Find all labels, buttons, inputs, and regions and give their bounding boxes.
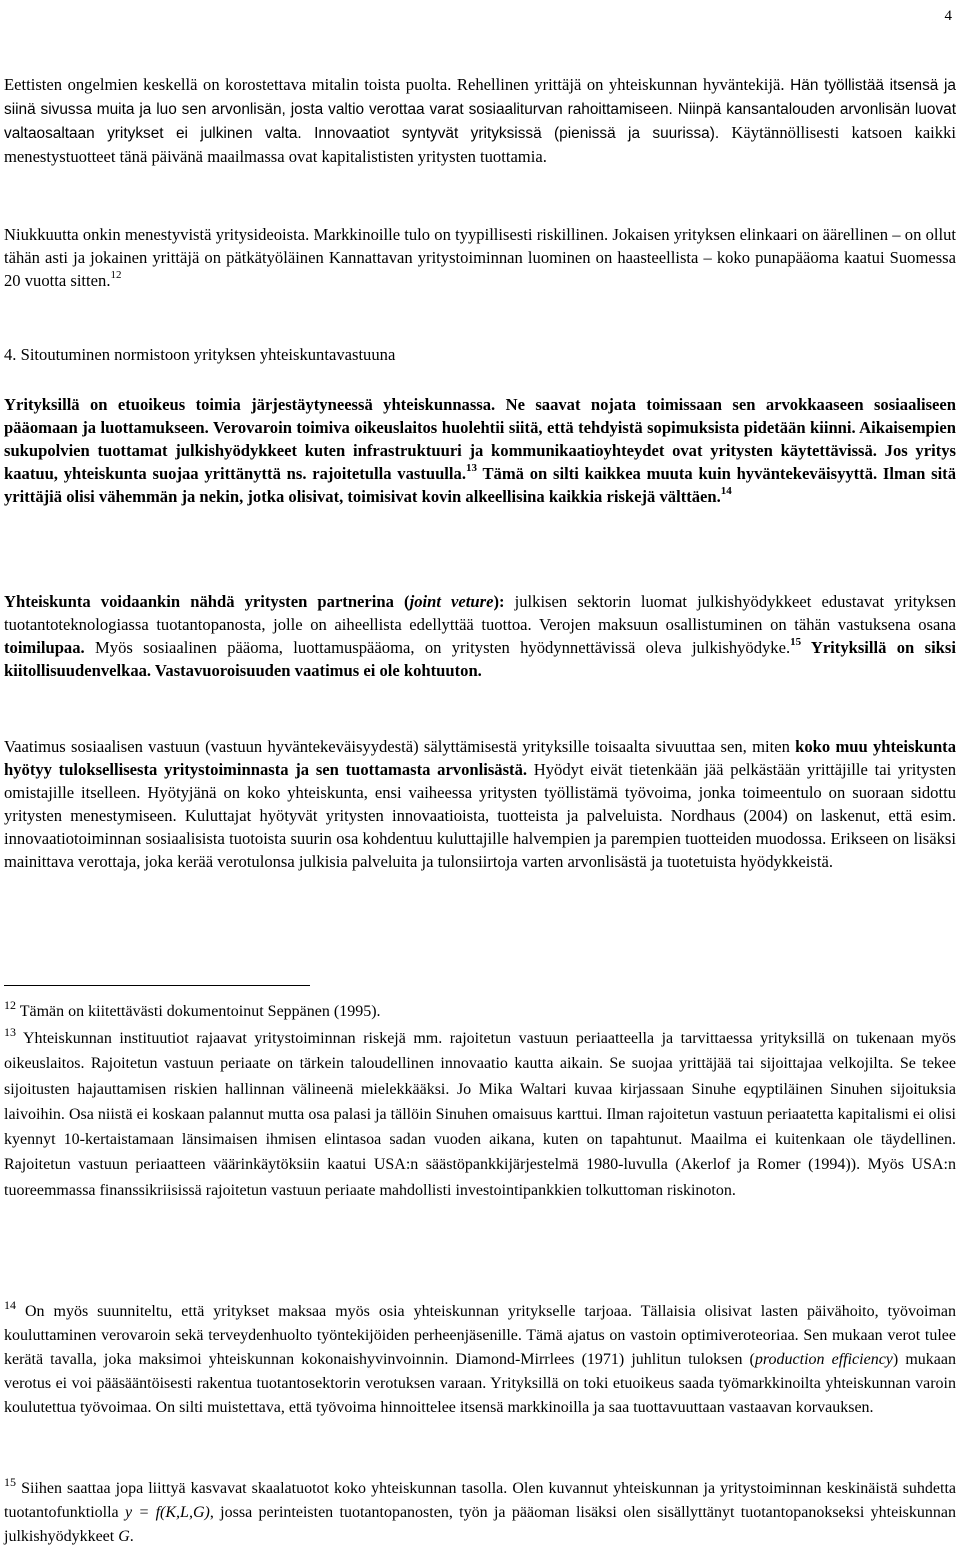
footnote-15-formula: y = f(K,L,G) — [125, 1504, 210, 1521]
paragraph-4-italic: joint veture — [409, 592, 494, 611]
footnote-12-number: 12 — [4, 997, 16, 1012]
paragraph-5-text-1: Vaatimus sosiaalisen vastuun (vastuun hyväntekeväisyydestä) sälyttämisestä yrityksille toisaalta sivuuttaa sen, miten — [4, 737, 796, 756]
paragraph-4-bold-4: Yrityksillä on siksi kiitollisuudenvelkaa. Vastavuoroisuuden vaatimus ei ole kohtuuton. — [4, 638, 956, 680]
section-heading — [4, 343, 956, 367]
paragraph-5-bold: koko muu yhteiskunta hyötyy tuloksellisesta yritystoiminnasta ja sen tuottamasta arvonlisästä. — [4, 737, 956, 779]
footnote-12 — [4, 997, 956, 1024]
footnote-15 — [4, 1474, 957, 1549]
footnote-separator — [4, 985, 310, 986]
footnote-15-text-1: Siihen saattaa jopa liittyä kasvavat skaalatuotot koko yhteiskunnan tasolla. Olen kuvannut yhteiskunnan ja yritystoiminnan keskinäistä suhdetta tuotantofunktiolla — [4, 1480, 957, 1521]
footnote-15-text-3: . — [129, 1528, 134, 1545]
footnote-13-text: Yhteiskunnan instituutiot rajaavat yritystoiminnan riskejä mm. rajoitetun vastuun periaatteella ja tarvittaessa yrityksillä on tukenaan myös oikeuslaitos. Rajoitetun vastuun periaate on tärkein taloudellinen innovaatio kautta aikain. Se suojaa yrittäjää tai sijoittajaa velkojilta. Se tekee sijoitusten hajauttamisen riskien hallinnan välineenä mielekkääksi. Jo Mika Waltari kuvaa kirjassaan Sinuhe eqyptiläinen Sinuhen sijoituksia laivoihin. Osa niistä ei koskaan palannut mutta osa palasi ja tällöin Sinuhen omaisuus karttui. Ilman rajoitetun vastuun periaatetta kapitalismi ei olisi kyennyt 10-kertaistamaan länsimaisen ihmisen elintasoa sadan vuoden aikana, kuten on tapahtunut. Maailma ei kuitenkaan ole täydellinen. Rajoitetun vastuun periaatteen väärinkäytöksiin kaatui USA:n säästöpankkijärjestelmä 1980-luvulla (Akerlof ja Romer (1994)). Myös USA:n tuoreemmassa finanssikriisissä rajoitetun vastuun periaate mahdollisti investointipankkien tolkuttoman riskinoton. — [4, 1030, 957, 1199]
footnote-ref-15[interactable]: 15 — [790, 636, 802, 649]
footnote-15-g: G — [118, 1528, 130, 1545]
footnote-14-text-1: On myös suunniteltu, että yritykset maksaa myös osia yhteiskunnan yritykselle tarjoaa. Tällaisia olisivat lasten päivähoito, työvoiman kouluttaminen verovaroin sekä terveydenhuolto työntekijöiden perheenjäsenille. Tämä ajatus on vastoin optimiveroteoriaa. Sen mukaan verot tulee kerätä tavalla, joka maksimoi yhteiskunnan kokonaishyvinvoinnin. Diamond-Mirrlees (1971) juhlitun tuloksen ( — [4, 1303, 957, 1368]
paragraph-4-text-1: julkisen sektorin luomat julkishyödykkeet edustavat yrityksen tuotantoteknologiassa tuotantopanosta, jolle on aiheellista edellyttää tuottoa. Verojen maksuun osallistuminen on tähän vastuksena osana — [4, 592, 957, 634]
footnote-12-text: Tämän on kiitettävästi dokumentoinut Seppänen (1995). — [19, 1003, 381, 1020]
footnote-14-italic: production efficiency — [754, 1351, 893, 1368]
paragraph-4-bold-2: ): — [493, 592, 505, 611]
paragraph-4 — [4, 590, 956, 682]
paragraph-5 — [4, 735, 956, 873]
footnote-ref-12[interactable]: 12 — [110, 269, 122, 282]
footnote-13-number: 13 — [4, 1024, 16, 1039]
page-number: 4 — [944, 8, 952, 24]
paragraph-3-text-b: Tämä on silti kaikkea muuta kuin hyväntekeväisyyttä. Ilman sitä yrittäjiä olisi vähemmän ja nekin, jotka olisivat, toimisivat kovin alkeellisina kaikkia riskejä välttäen. — [4, 464, 957, 506]
section-heading-text: 4. Sitoutuminen normistoon yrityksen yhteiskuntavastuuna — [4, 345, 396, 364]
paragraph-2 — [4, 223, 956, 292]
paragraph-5-text-2: Hyödyt eivät tietenkään jää pelkästään yrittäjille tai yritysten omistajille itselleen. Hyötyjänä on koko yhteiskunta, ensi vaiheessa yritysten työllistämä työvoima, jonka toimeentulo on suoraan sidottu yritysten menestymiseen. Kuluttajat hyötyvät yritysten innovaatioista, tuotteista ja palveluista. Nordhaus (2004) on laskenut, että esim. innovaatiotoiminnan sosiaalisista tuotoista suurin osa kohdentuu kuluttajille halvempien ja parempien tuotteiden muodossa. Erikseen on lisäksi mainittava verottaja, joka kerää verotulonsa julkisia palveluita ja tulonsiirtoja varten arvonlisästä ja tuotetuista hyödykkeistä. — [4, 760, 956, 871]
footnote-ref-13[interactable]: 13 — [465, 462, 477, 475]
paragraph-1 — [4, 73, 956, 168]
footnote-15-number: 15 — [4, 1474, 16, 1489]
paragraph-4-text-2: Myös sosiaalinen pääoma, luottamuspääoma, on yritysten hyödynnettävissä oleva julkishyödyke. — [84, 638, 791, 657]
footnote-15-text-2: , jossa perinteisten tuotantopanosten, työn ja pääoman lisäksi olen sisällyttänyt tuotantopanokseksi yhteiskunnan julkishyödykkeet — [4, 1504, 956, 1545]
footnote-ref-14[interactable]: 14 — [720, 485, 732, 498]
paragraph-3 — [4, 393, 956, 508]
paragraph-1-sentence-3: Käytännöllisesti katsoen kaikki menestystuotteet tänä päivänä maailmassa ovat kapitalististen yritysten tuottamia. — [4, 123, 956, 166]
paragraph-1-sentence-1: Eettisten ongelmien keskellä on korostettava mitalin toista puolta. Rehellinen yrittäjä on yhteiskunnan hyväntekijä. — [4, 75, 785, 94]
paragraph-1-sentence-2: Hän työllistää itsensä ja siinä sivussa muita ja luo sen arvonlisän, josta valtio verottaa varat sosiaaliturvan rahoittamiseen. Niinpä kansantalouden arvonlisän luovat valtaosaltaan yritykset ei julkinen valta. Innovaatiot syntyvät yrityksissä (pienissä ja suurissa). — [4, 77, 956, 142]
paragraph-4-bold-1: Yhteiskunta voidaankin nähdä yritysten partnerina ( — [4, 592, 410, 611]
footnote-14 — [4, 1297, 957, 1420]
paragraph-2-text: Niukkuutta onkin menestyvistä yritysideoista. Markkinoille tulo on tyypillisesti riskillinen. Jokaisen yrityksen elinkaari on äärellinen – on ollut tähän asti ja jokainen yrittäjä on pätkätyöläinen Kannattavan yritystoiminnan luominen on haasteellista – koko punapääoma kaatui Suomessa 20 vuotta sitten. — [4, 225, 956, 290]
footnote-14-text-2: ) mukaan verotus ei voi pääsääntöisesti rakentua tuotantosektorin verotuksen varaan. Yrityksillä on toki etuoikeus saada työmarkkinoilta yhteiskunnan varoin koulutettua työvoimaa. On silti muistettava, että työvoima hinnoittelee itsensä markkinoilla ja saa tuottavuuttaan vastaavan korvauksen. — [4, 1351, 956, 1416]
paragraph-3-text-a: Yrityksillä on etuoikeus toimia järjestäytyneessä yhteiskunnassa. Ne saavat nojata toimissaan sen arvokkaaseen sosiaaliseen pääomaan ja luottamukseen. Verovaroin toimiva oikeuslaitos huolehtii siitä, että tehdyistä sopimuksista pidetään kiinni. Aikaisempien sukupolvien tuottamat julkishyödykkeet kuten infrastruktuuri ja kommunikaatioyhteydet ovat yritysten käytettävissä. Jos yritys kaatuu, yhteiskunta suojaa yrittänyttä ns. rajoitetulla vastuulla. — [4, 395, 956, 483]
footnote-14-number: 14 — [4, 1297, 16, 1312]
footnote-13 — [4, 1026, 956, 1203]
paragraph-4-bold-3: toimilupaa. — [4, 638, 85, 657]
